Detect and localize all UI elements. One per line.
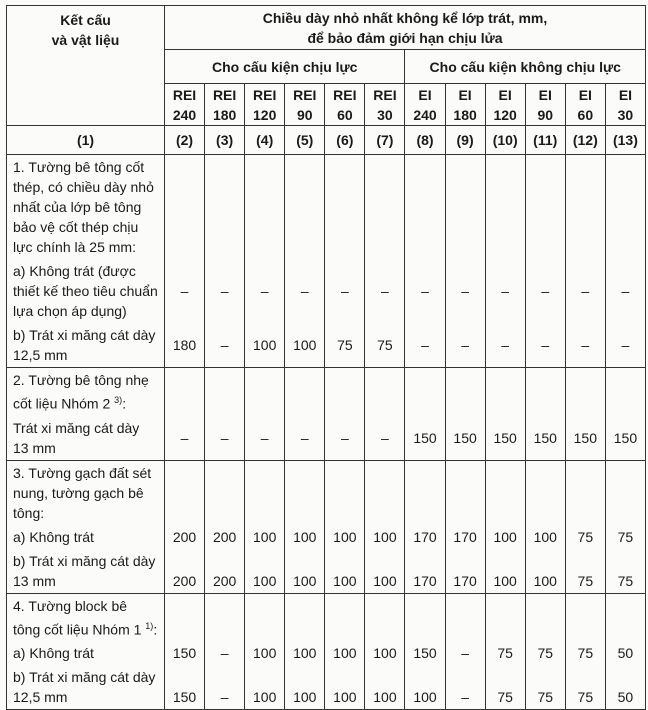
empty-cell: [565, 460, 605, 525]
value-cell: –: [205, 259, 245, 323]
group-title-text: 2. Tường bê tông nhẹ cốt liệu Nhóm 2: [13, 372, 149, 412]
rating-header: [245, 84, 285, 126]
value-cell: –: [325, 259, 365, 323]
value-cell: –: [485, 323, 525, 368]
value-cell: 200: [165, 525, 205, 549]
empty-cell: [445, 155, 485, 260]
value-cell: –: [445, 259, 485, 323]
value-cell: 75: [485, 641, 525, 665]
value-cell: 75: [565, 549, 605, 594]
rating-minutes: 30: [617, 106, 634, 123]
value-cell: 100: [245, 525, 285, 549]
value-cell: 170: [405, 525, 445, 549]
value-cell: –: [285, 416, 325, 461]
value-cell: –: [245, 259, 285, 323]
rating-minutes: 180: [212, 106, 237, 123]
rating-class: EI: [578, 86, 592, 103]
empty-cell: [325, 368, 365, 416]
group-header-load-bearing: [165, 50, 405, 84]
value-cell: –: [525, 323, 565, 368]
rating-minutes: 240: [413, 106, 437, 123]
value-cell: 200: [165, 549, 205, 594]
empty-cell: [165, 593, 205, 641]
empty-cell: [285, 368, 325, 416]
empty-cell: [565, 155, 605, 260]
empty-cell: [565, 368, 605, 416]
rating-class: REI: [373, 86, 397, 103]
empty-cell: [325, 155, 365, 260]
row-label-text: a) Không trát: [13, 645, 94, 662]
rating-class: EI: [538, 86, 552, 103]
group-title-text: 3. Tường gạch đất sét nung, tường gạch bê tông:: [13, 464, 152, 521]
empty-cell: [525, 368, 565, 416]
number: (9): [456, 132, 474, 148]
header-line: và vật liệu: [51, 32, 120, 48]
rating-header: [325, 84, 365, 126]
empty-cell: [205, 593, 245, 641]
empty-cell: [325, 460, 365, 525]
header-line: Chiều dày nhỏ nhất không kể lớp trát, mm,: [262, 9, 548, 26]
value-cell: 50: [605, 665, 645, 710]
empty-cell: [405, 368, 445, 416]
table-row: [7, 323, 646, 368]
empty-cell: [165, 460, 205, 525]
value-cell: 75: [325, 323, 365, 368]
rating-header: [405, 84, 445, 126]
empty-cell: [285, 155, 325, 260]
value-cell: –: [165, 259, 205, 323]
value-cell: 150: [445, 416, 485, 461]
empty-cell: [245, 460, 285, 525]
empty-cell: [445, 460, 485, 525]
value-cell: 100: [525, 549, 565, 594]
value-cell: –: [605, 259, 645, 323]
footnote-ref: 1): [145, 620, 154, 631]
value-cell: 100: [285, 665, 325, 710]
number: (1): [76, 132, 95, 148]
group-title-text: 4. Tường block bê tông cốt liệu Nhóm 1: [13, 597, 142, 638]
empty-cell: [165, 155, 205, 260]
value-cell: 100: [245, 323, 285, 368]
value-cell: 100: [285, 525, 325, 549]
row-label: [7, 416, 165, 461]
value-cell: –: [245, 416, 285, 461]
empty-cell: [165, 368, 205, 416]
empty-cell: [205, 368, 245, 416]
rating-minutes: 90: [296, 106, 313, 123]
value-cell: 100: [285, 641, 325, 665]
table-row: [7, 525, 646, 549]
rating-header: [605, 84, 645, 126]
empty-cell: [445, 368, 485, 416]
number: (4): [256, 132, 274, 148]
value-cell: –: [405, 323, 445, 368]
rating-class: REI: [172, 86, 197, 103]
empty-cell: [205, 155, 245, 260]
empty-cell: [405, 460, 445, 525]
column-number: [245, 126, 285, 155]
table-row: [7, 665, 646, 710]
row-label-text: b) Trát xi măng cát dày 12,5 mm: [13, 327, 156, 363]
value-cell: 75: [525, 665, 565, 710]
value-cell: –: [565, 259, 605, 323]
value-cell: 170: [405, 549, 445, 594]
value-cell: 150: [525, 416, 565, 461]
value-cell: 100: [245, 641, 285, 665]
rating-minutes: 120: [493, 106, 517, 123]
value-cell: 100: [525, 525, 565, 549]
value-cell: –: [365, 259, 405, 323]
value-cell: 100: [245, 665, 285, 710]
rating-class: REI: [212, 86, 237, 103]
value-cell: 50: [605, 641, 645, 665]
rating-header: [165, 84, 205, 126]
number: (10): [492, 132, 518, 148]
value-cell: –: [205, 665, 245, 710]
empty-cell: [485, 368, 525, 416]
header-line: để bảo đảm giới hạn chịu lửa: [307, 29, 503, 46]
value-cell: 75: [565, 641, 605, 665]
number: (7): [376, 132, 394, 148]
row-label-text: a) Không trát: [13, 528, 94, 545]
empty-cell: [205, 460, 245, 525]
value-cell: 180: [165, 323, 205, 368]
number: (5): [296, 132, 314, 148]
rating-minutes: 90: [537, 106, 554, 123]
table-row: [7, 641, 646, 665]
value-cell: 150: [405, 416, 445, 461]
column-header-thickness: [165, 6, 646, 50]
value-cell: 75: [485, 665, 525, 710]
value-cell: 170: [445, 525, 485, 549]
value-cell: 150: [485, 416, 525, 461]
row-label: [7, 525, 165, 549]
empty-cell: [485, 155, 525, 260]
value-cell: –: [285, 259, 325, 323]
value-cell: –: [565, 323, 605, 368]
rating-minutes: 30: [377, 106, 393, 123]
value-cell: 150: [565, 416, 605, 461]
empty-cell: [605, 155, 645, 260]
value-cell: 75: [605, 525, 645, 549]
column-number: [445, 126, 485, 155]
value-cell: –: [165, 416, 205, 461]
group-header-non-load-bearing: [405, 50, 646, 84]
value-cell: 150: [165, 641, 205, 665]
value-cell: 100: [485, 549, 525, 594]
rating-class: REI: [333, 86, 357, 103]
group-title: 4. Tường block bê tông cốt liệu Nhóm 1 $^{1)}$:: [7, 593, 165, 641]
column-number: [285, 126, 325, 155]
value-cell: 100: [365, 549, 405, 594]
group-title-row: [7, 460, 646, 525]
empty-cell: [485, 460, 525, 525]
column-number: [325, 126, 365, 155]
empty-cell: [285, 460, 325, 525]
value-cell: 150: [405, 641, 445, 665]
label: Cho cấu kiện chịu lực: [211, 58, 358, 75]
value-cell: –: [605, 323, 645, 368]
value-cell: –: [205, 641, 245, 665]
value-cell: 100: [285, 549, 325, 594]
rating-minutes: 60: [577, 106, 594, 123]
empty-cell: [605, 593, 645, 641]
value-cell: 150: [165, 665, 205, 710]
row-label-text: Trát xi măng cát dày 13 mm: [13, 419, 140, 456]
value-cell: 100: [485, 525, 525, 549]
empty-cell: [365, 155, 405, 260]
empty-cell: [285, 593, 325, 641]
group-title-row: [7, 593, 646, 641]
row-label-text: a) Không trát (được thiết kế theo tiêu chuẩn lựa chọn áp dụng): [13, 263, 158, 319]
value-cell: 100: [405, 665, 445, 710]
number: (6): [336, 132, 354, 148]
empty-cell: [445, 593, 485, 641]
value-cell: –: [445, 665, 485, 710]
empty-cell: [365, 460, 405, 525]
value-cell: 150: [605, 416, 645, 461]
empty-cell: [405, 593, 445, 641]
value-cell: 75: [605, 549, 645, 594]
rating-class: EI: [498, 86, 512, 103]
value-cell: 100: [285, 323, 325, 368]
rating-header: [485, 84, 525, 126]
table-row: [7, 416, 646, 461]
header-line: Kết cấu: [60, 12, 111, 28]
value-cell: 100: [325, 525, 365, 549]
column-number: [525, 126, 565, 155]
empty-cell: [525, 593, 565, 641]
row-label: [7, 323, 165, 368]
number: (8): [416, 132, 434, 148]
value-cell: –: [205, 323, 245, 368]
empty-cell: [605, 460, 645, 525]
row-label: [7, 549, 165, 594]
value-cell: –: [365, 416, 405, 461]
empty-cell: [245, 593, 285, 641]
row-label-text: b) Trát xi măng cát dày 12,5 mm: [13, 669, 156, 706]
value-cell: 75: [565, 665, 605, 710]
row-label: [7, 259, 165, 323]
rating-header: [565, 84, 605, 126]
row-label: [7, 641, 165, 665]
empty-cell: [325, 593, 365, 641]
group-title-row: [7, 155, 646, 260]
empty-cell: [245, 155, 285, 260]
value-cell: 170: [445, 549, 485, 594]
rating-class: REI: [253, 86, 277, 103]
group-title-row: [7, 368, 646, 416]
empty-cell: [245, 368, 285, 416]
rating-class: EI: [418, 86, 432, 103]
group-title: [7, 460, 165, 525]
empty-cell: [605, 368, 645, 416]
number: (2): [175, 132, 194, 148]
rating-class: REI: [293, 86, 317, 103]
number: (12): [572, 132, 598, 148]
group-title: 2. Tường bê tông nhẹ cốt liệu Nhóm 2 $^{3)}$:: [7, 368, 165, 416]
value-cell: 100: [365, 525, 405, 549]
label: Cho cấu kiện không chịu lực: [429, 58, 621, 75]
group-title-text: 1. Tường bê tông cốt thép, có chiều dày nhỏ nhất của lớp bê tông bảo vệ cốt thép chịu lực chính là 25 mm:: [13, 159, 154, 255]
value-cell: 200: [205, 549, 245, 594]
number: (13): [612, 132, 638, 148]
value-cell: 100: [325, 641, 365, 665]
value-cell: 75: [365, 323, 405, 368]
column-number: [605, 126, 645, 155]
footnote-ref: 3): [114, 395, 123, 405]
empty-cell: [365, 593, 405, 641]
rating-minutes: 240: [172, 106, 197, 123]
rating-class: EI: [458, 86, 472, 103]
value-cell: –: [445, 641, 485, 665]
value-cell: 200: [205, 525, 245, 549]
column-number: [365, 126, 405, 155]
column-number: [205, 126, 245, 155]
column-number: [405, 126, 445, 155]
rating-minutes: 60: [337, 106, 353, 123]
rating-header: [205, 84, 245, 126]
number: (3): [216, 132, 234, 148]
column-header-structure: [7, 6, 165, 126]
value-cell: –: [325, 416, 365, 461]
value-cell: 75: [525, 641, 565, 665]
value-cell: 100: [245, 549, 285, 594]
table-row: [7, 259, 646, 323]
header-row: [7, 6, 646, 50]
value-cell: 100: [325, 665, 365, 710]
empty-cell: [565, 593, 605, 641]
rating-header: [285, 84, 325, 126]
empty-cell: [525, 460, 565, 525]
empty-cell: [485, 593, 525, 641]
table-row: [7, 549, 646, 594]
row-label-text: b) Trát xi măng cát dày 13 mm: [13, 552, 156, 589]
column-number: [485, 126, 525, 155]
value-cell: 100: [365, 641, 405, 665]
rating-minutes: 120: [253, 106, 277, 123]
rating-header: [445, 84, 485, 126]
value-cell: 75: [565, 525, 605, 549]
empty-cell: [405, 155, 445, 260]
fire-resistance-table: [6, 5, 646, 710]
column-number: [565, 126, 605, 155]
value-cell: –: [205, 416, 245, 461]
rating-header: [365, 84, 405, 126]
number: (11): [533, 132, 558, 148]
row-label: [7, 665, 165, 710]
rating-class: EI: [618, 86, 633, 103]
rating-header: [525, 84, 565, 126]
column-number: [165, 126, 205, 155]
empty-cell: [365, 368, 405, 416]
column-number: [7, 126, 165, 155]
value-cell: 100: [325, 549, 365, 594]
empty-cell: [525, 155, 565, 260]
value-cell: 100: [365, 665, 405, 710]
value-cell: –: [525, 259, 565, 323]
rating-minutes: 180: [453, 106, 477, 123]
value-cell: –: [485, 259, 525, 323]
group-title: [7, 155, 165, 260]
value-cell: –: [405, 259, 445, 323]
value-cell: –: [445, 323, 485, 368]
